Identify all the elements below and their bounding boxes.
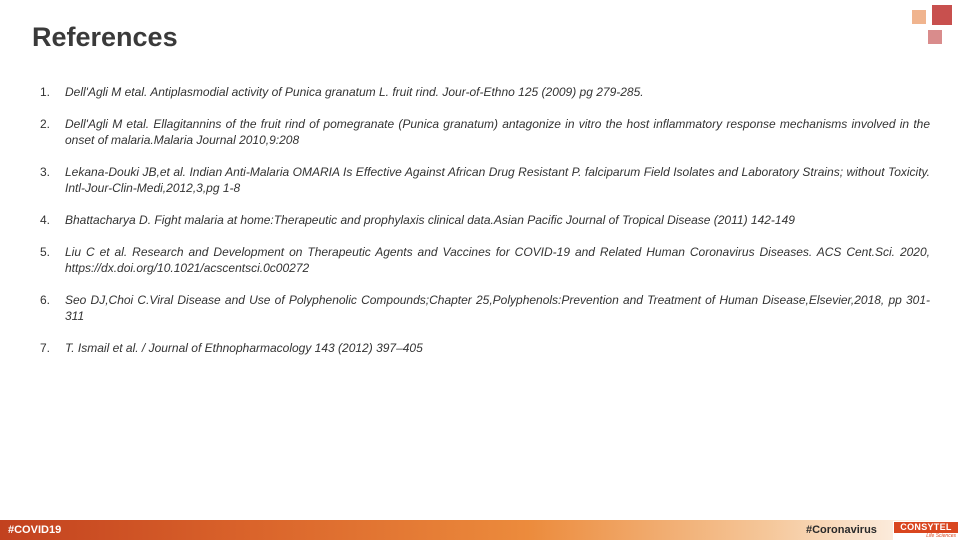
reference-item	[40, 164, 930, 196]
reference-item	[40, 116, 930, 148]
reference-number: 3.	[40, 165, 51, 179]
logo-subtext: Life Sciences	[926, 533, 956, 539]
reference-item	[40, 212, 930, 228]
reference-item	[40, 244, 930, 276]
reference-text: Dell'Agli M etal. Ellagitannins of the fruit rind of pomegranate (Punica granatum) antagonize in vitro the host inflammatory response mechanisms involved in the onset of malaria.Malaria Journal 2010,9:208	[65, 117, 930, 147]
reference-text: Bhattacharya D. Fight malaria at home:Therapeutic and prophylaxis clinical data.Asian Pacific Journal of Tropical Disease (2011) 142-149	[65, 213, 795, 227]
reference-number: 6.	[40, 293, 51, 307]
reference-number: 5.	[40, 245, 51, 259]
reference-item	[40, 292, 930, 324]
footer-hashtag-right: #Coronavirus	[806, 524, 877, 536]
logo-text: CONSYTEL	[894, 522, 958, 533]
reference-text: T. Ismail et al. / Journal of Ethnopharmacology 143 (2012) 397–405	[65, 341, 423, 355]
decorative-square-mid	[928, 30, 942, 44]
footer-hashtag-left: #COVID19	[8, 524, 62, 536]
reference-number: 1.	[40, 85, 51, 99]
company-logo	[893, 521, 959, 540]
reference-number: 4.	[40, 213, 51, 227]
page-title: References	[32, 22, 178, 52]
reference-text: Dell'Agli M etal. Antiplasmodial activity of Punica granatum L. fruit rind. Jour-of-Ethno 125 (2009) pg 279-285.	[65, 85, 644, 99]
decorative-square-dark	[932, 5, 952, 25]
reference-item	[40, 340, 930, 356]
reference-list	[40, 84, 930, 372]
reference-text: Liu C et al. Research and Development on Therapeutic Agents and Vaccines for COVID-19 and Related Human Coronavirus Diseases. ACS Cent.Sci. 2020, https://dx.doi.org/10.1021/acscentsci.0c00272	[65, 245, 930, 275]
footer-bar	[0, 520, 960, 540]
decorative-square-light	[912, 10, 926, 24]
reference-item	[40, 84, 930, 100]
reference-text: Lekana-Douki JB,et al. Indian Anti-Malaria OMARIA Is Effective Against African Drug Resistant P. falciparum Field Isolates and Laboratory Strains; without Toxicity. Intl-Jour-Clin-Medi,2012,3,pg 1-8	[65, 165, 930, 195]
reference-number: 7.	[40, 341, 51, 355]
reference-text: Seo DJ,Choi C.Viral Disease and Use of Polyphenolic Compounds;Chapter 25,Polyphenols:Prevention and Treatment of Human Disease,Elsevier,2018, pp 301-311	[65, 293, 930, 323]
reference-number: 2.	[40, 117, 51, 131]
